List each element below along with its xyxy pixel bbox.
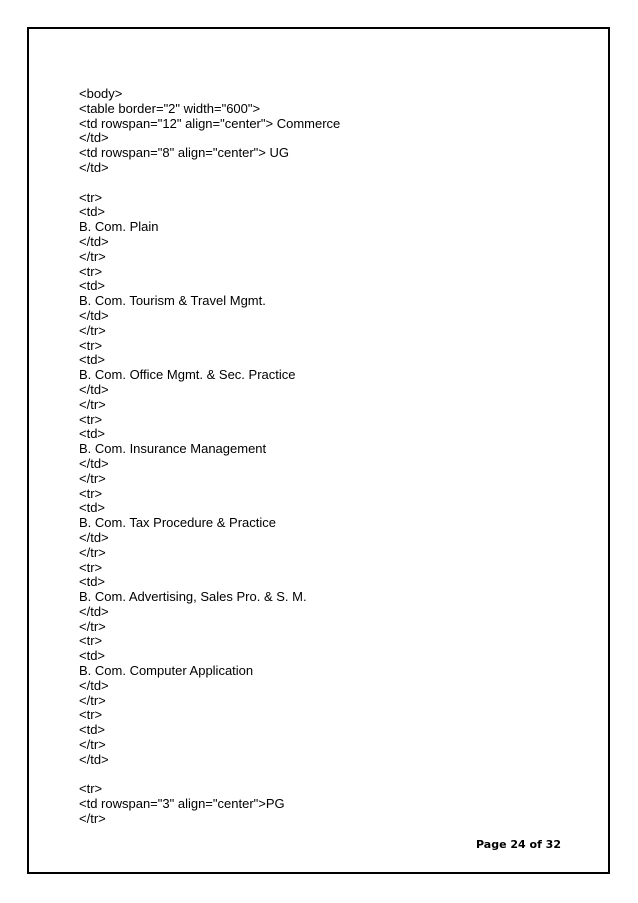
code-line: <td>: [79, 352, 106, 368]
code-line: <tr>: [79, 633, 103, 649]
code-line: <td>: [79, 426, 106, 442]
code-line: </tr>: [79, 737, 106, 753]
code-line: </td>: [79, 307, 109, 323]
code-line: </td>: [79, 677, 109, 693]
code-line: <td>: [79, 574, 106, 590]
code-line: <td>: [79, 500, 106, 516]
code-line: </td>: [79, 130, 109, 146]
code-line: <td>: [79, 204, 106, 220]
code-line: <td rowspan="8" align="center"> UG: [79, 145, 289, 161]
code-line: <td>: [79, 278, 106, 294]
code-line: <td>: [79, 648, 106, 664]
code-line: <td>: [79, 722, 106, 738]
code-line: B. Com. Insurance Management: [79, 441, 267, 457]
code-line: </tr>: [79, 322, 106, 338]
code-line: </tr>: [79, 396, 106, 412]
code-line: <tr>: [79, 559, 103, 575]
code-line: </tr>: [79, 470, 106, 486]
code-line: <tr>: [79, 337, 103, 353]
code-line: </tr>: [79, 618, 106, 634]
code-line: </td>: [79, 381, 109, 397]
code-line: [79, 768, 340, 783]
code-line: <body>: [79, 86, 123, 101]
code-line: <tr>: [79, 263, 103, 279]
page-number: Page 24 of 32: [476, 838, 561, 851]
code-line: B. Com. Advertising, Sales Pro. & S. M.: [79, 589, 307, 605]
code-line: <tr>: [79, 485, 103, 501]
code-line: <tr>: [79, 189, 103, 205]
code-line: </td>: [79, 529, 109, 545]
code-line: </tr>: [79, 811, 106, 827]
code-line: </td>: [79, 159, 109, 175]
code-line: <td rowspan="12" align="center"> Commerce: [79, 115, 341, 131]
code-line: B. Com. Computer Application: [79, 663, 254, 679]
code-line: B. Com. Tourism & Travel Mgmt.: [79, 293, 266, 309]
code-block: [79, 87, 340, 827]
code-line: </td>: [79, 751, 109, 767]
code-line: </td>: [79, 603, 109, 619]
code-line: <tr>: [79, 707, 103, 723]
code-line: <tr>: [79, 781, 103, 797]
code-line: </tr>: [79, 692, 106, 708]
code-line: B. Com. Office Mgmt. & Sec. Practice: [79, 367, 296, 383]
code-line: <td rowspan="3" align="center">PG: [79, 796, 285, 812]
code-line: </td>: [79, 455, 109, 471]
code-line: </tr>: [79, 248, 106, 264]
code-line: [79, 176, 340, 191]
code-line: </td>: [79, 233, 109, 249]
code-line: B. Com. Plain: [79, 219, 159, 235]
code-line: <table border="2" width="600">: [79, 100, 261, 116]
code-line: </tr>: [79, 544, 106, 560]
code-line: <tr>: [79, 411, 103, 427]
code-line: B. Com. Tax Procedure & Practice: [79, 515, 277, 531]
